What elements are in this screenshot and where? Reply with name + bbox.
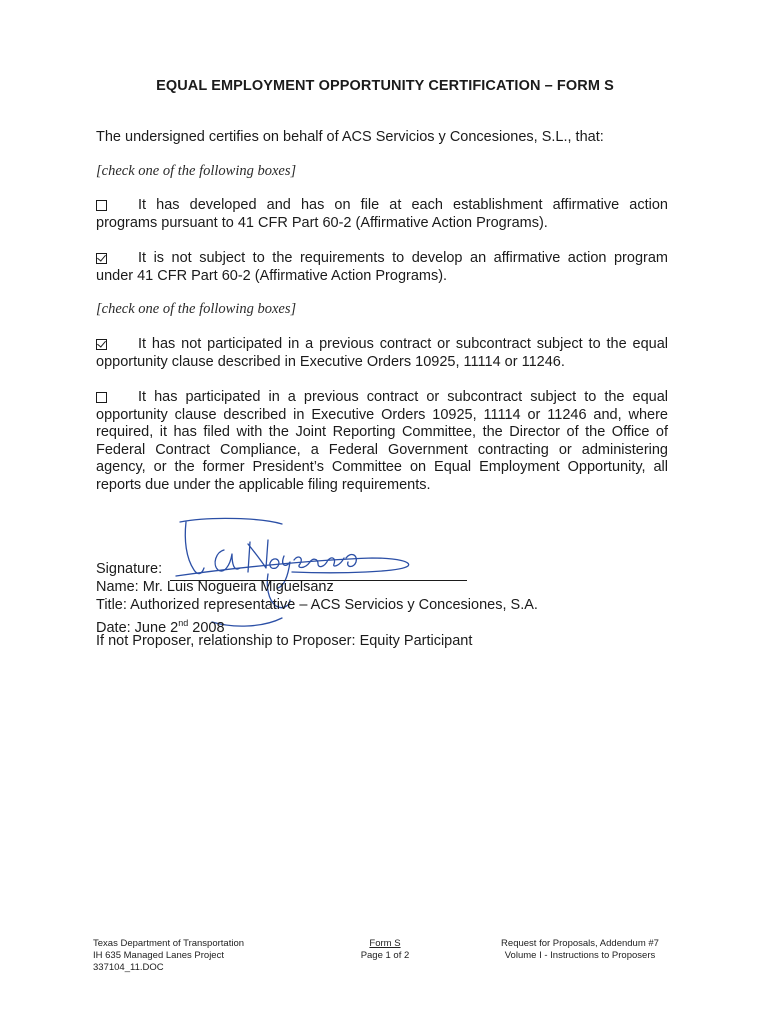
signature-block: [96, 560, 538, 650]
option-item: [96, 389, 668, 494]
signer-name: Name: Mr. Luis Nogueira Miguelsanz: [96, 579, 334, 595]
footer-rfp: Request for Proposals, Addendum #7: [501, 938, 659, 949]
option-item: [96, 250, 668, 285]
footer-left: [93, 938, 244, 974]
date-ordinal: nd: [178, 618, 189, 628]
option-text: programs pursuant to 41 CFR Part 60-2 (Affirmative Action Programs).: [96, 214, 548, 231]
signature-label: Signature:: [96, 561, 163, 577]
date-prefix: Date: June 2: [96, 620, 179, 636]
footer-form-link[interactable]: Form S: [369, 938, 401, 949]
option-text: opportunity clause described in Executive Orders 10925, 11114 or 11246 and, where required, it has filed with the Joint Reporting Committee, the Director of the Office of Federal Contract Compliance, a Federal Government contracting or administering agency, or the former President’s Committee on Equal Employment Opportunity, all reports due under the applicable filing requirements.: [96, 406, 668, 493]
instruction-2: [check one of the following boxes]: [96, 301, 297, 317]
checkbox-unchecked[interactable]: [96, 392, 107, 403]
option-text-first-line: It has developed and has on file at each establishment affirmative action: [138, 197, 668, 213]
relationship-to-proposer: If not Proposer, relationship to Proposer: Equity Participant: [96, 633, 473, 649]
checkbox-unchecked[interactable]: [96, 200, 107, 211]
checkbox-checked[interactable]: [96, 339, 107, 350]
option-text: under 41 CFR Part 60-2 (Affirmative Action Programs).: [96, 267, 448, 284]
option-text-first-line: It has participated in a previous contract or subcontract subject to the equal: [138, 389, 668, 405]
signature-date: [96, 614, 538, 636]
option-item: [96, 336, 668, 371]
footer-volume: Volume I - Instructions to Proposers: [504, 950, 656, 961]
page-title: EQUAL EMPLOYMENT OPPORTUNITY CERTIFICATION – FORM S: [156, 78, 614, 94]
signer-title: Title: Authorized representative – ACS Servicios y Concesiones, S.A.: [96, 597, 538, 613]
date-year: 2008: [188, 620, 225, 636]
option-text: opportunity clause described in Executive Orders 10925, 11114 or 11246.: [96, 353, 565, 370]
option-text-first-line: It is not subject to the requirements to develop an affirmative action program: [138, 250, 668, 266]
footer-page-number: Page 1 of 2: [360, 950, 410, 961]
instruction-1: [check one of the following boxes]: [96, 163, 297, 179]
checkbox-checked[interactable]: [96, 253, 107, 264]
footer-doc-id: 337104_11.DOC: [93, 962, 164, 973]
footer-center: [340, 938, 430, 962]
footer-right: [480, 938, 680, 962]
footer-org: Texas Department of Transportation: [93, 938, 245, 949]
option-text-first-line: It has not participated in a previous contract or subcontract subject to the equal: [138, 336, 668, 352]
option-item: [96, 197, 668, 232]
intro-statement: The undersigned certifies on behalf of ACS Servicios y Concesiones, S.L., that:: [96, 129, 604, 145]
footer-project: IH 635 Managed Lanes Project: [93, 950, 224, 961]
